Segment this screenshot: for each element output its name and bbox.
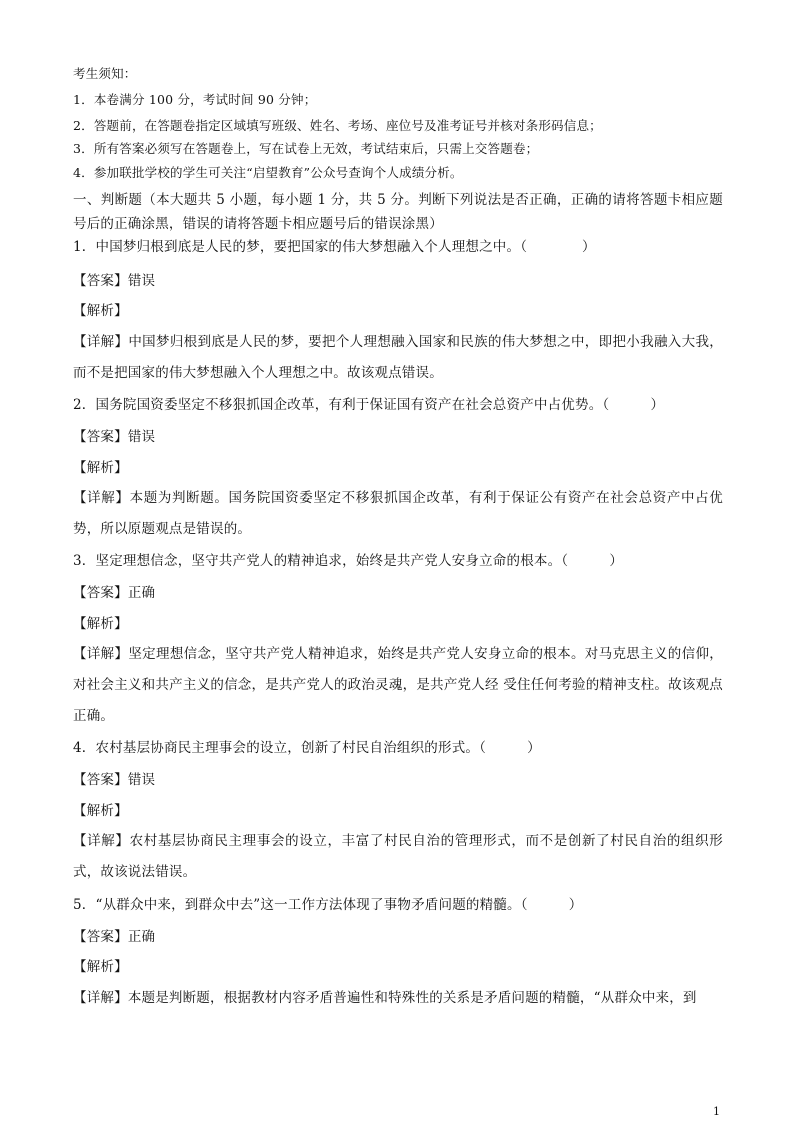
detail-label: 【详解】: [73, 490, 130, 506]
question-1: 1．中国梦归根到底是人民的梦，要把国家的伟大梦想融入个人理想之中。（ ）: [73, 239, 596, 255]
detail-1: [73, 327, 723, 389]
analysis-label-4: 【解析】: [73, 803, 128, 819]
detail-label: 【详解】: [73, 990, 128, 1006]
question-5: 5．“从群众中来，到群众中去”这一工作方法体现了事物矛盾问题的精髓。（ ）: [73, 897, 583, 913]
detail-4: [73, 826, 723, 888]
notice-title: 考生须知：: [73, 66, 137, 81]
answer-value: 错误: [127, 429, 156, 445]
answer-3: [73, 584, 723, 602]
detail-text: 农村基层协商民主理事会的设立，丰富了村民自治的管理形式，而不是创新了村民自治的组织形式，故该说法错误。: [73, 833, 723, 880]
detail-label: 【详解】: [73, 646, 129, 662]
answer-label: 【答案】: [73, 929, 128, 945]
answer-label: 【答案】: [73, 273, 128, 289]
question-4: 4．农村基层协商民主理事会的设立，创新了村民自治组织的形式。（ ）: [73, 740, 541, 756]
detail-text: 坚定理想信念，坚守共产党人精神追求，始终是共产党人安身立命的根本。对马克思主义的信仰，对社会主义和共产主义的信念，是共产党人的政治灵魂，是共产党人经 受住任何考验的精神支柱。故该观点正确。: [73, 646, 723, 724]
analysis-label-1: 【解析】: [73, 303, 128, 319]
notice-item-1: 1．本卷满分 100 分，考试时间 90 分钟；: [73, 92, 317, 107]
analysis-label-5: 【解析】: [73, 959, 128, 975]
detail-2: [73, 483, 723, 545]
answer-value: 正确: [127, 585, 156, 601]
detail-3: [73, 639, 723, 732]
answer-2: [73, 428, 723, 446]
answer-label: 【答案】: [73, 585, 128, 601]
section-heading: 一、判断题（本大题共 5 小题，每小题 1 分，共 5 分。判断下列说法是否正确，正确的请将答题卡相应题号后的正确涂黑，错误的请将答题卡相应题号后的错误涂黑）: [73, 192, 723, 232]
notice-item-4: 4．参加联批学校的学生可关注“启望教育”公众号查询个人成绩分析。: [73, 165, 463, 180]
page-number: 1: [713, 1105, 720, 1118]
detail-text: 本题为判断题。国务院国资委坚定不移狠抓国企改革，有利于保证公有资产在社会总资产中占优势，所以原题观点是错误的。: [73, 490, 723, 537]
answer-value: 错误: [127, 273, 156, 289]
analysis-label-3: 【解析】: [73, 616, 128, 632]
answer-value: 错误: [127, 772, 156, 788]
detail-text: 中国梦归根到底是人民的梦，要把个人理想融入国家和民族的伟大梦想之中，即把小我融入大我，而不是把国家的伟大梦想融入个人理想之中。故该观点错误。: [73, 334, 723, 381]
answer-label: 【答案】: [73, 429, 128, 445]
detail-text: 本题是判断题，根据教材内容矛盾普遍性和特殊性的关系是矛盾问题的精髓，“从群众中来，到: [127, 990, 697, 1006]
answer-label: 【答案】: [73, 772, 128, 788]
answer-4: [73, 771, 723, 789]
analysis-label-2: 【解析】: [73, 460, 128, 476]
notice-item-2: 2．答题前，在答题卷指定区域填写班级、姓名、考场、座位号及准考证号并核对条形码信息；: [73, 118, 602, 133]
answer-5: [73, 928, 723, 946]
detail-5: [73, 989, 723, 1007]
answer-1: [73, 272, 723, 290]
notice-item-3: 3．所有答案必须写在答题卷上，写在试卷上无效，考试结束后，只需上交答题卷；: [73, 141, 539, 156]
question-3: 3．坚定理想信念，坚守共产党人的精神追求，始终是共产党人安身立命的根本。（ ）: [73, 553, 624, 569]
detail-label: 【详解】: [73, 334, 129, 350]
question-2: 2．国务院国资委坚定不移狠抓国企改革，有利于保证国有资产在社会总资产中占优势。（ ）: [73, 397, 665, 413]
detail-label: 【详解】: [73, 833, 130, 849]
answer-value: 正确: [127, 929, 156, 945]
